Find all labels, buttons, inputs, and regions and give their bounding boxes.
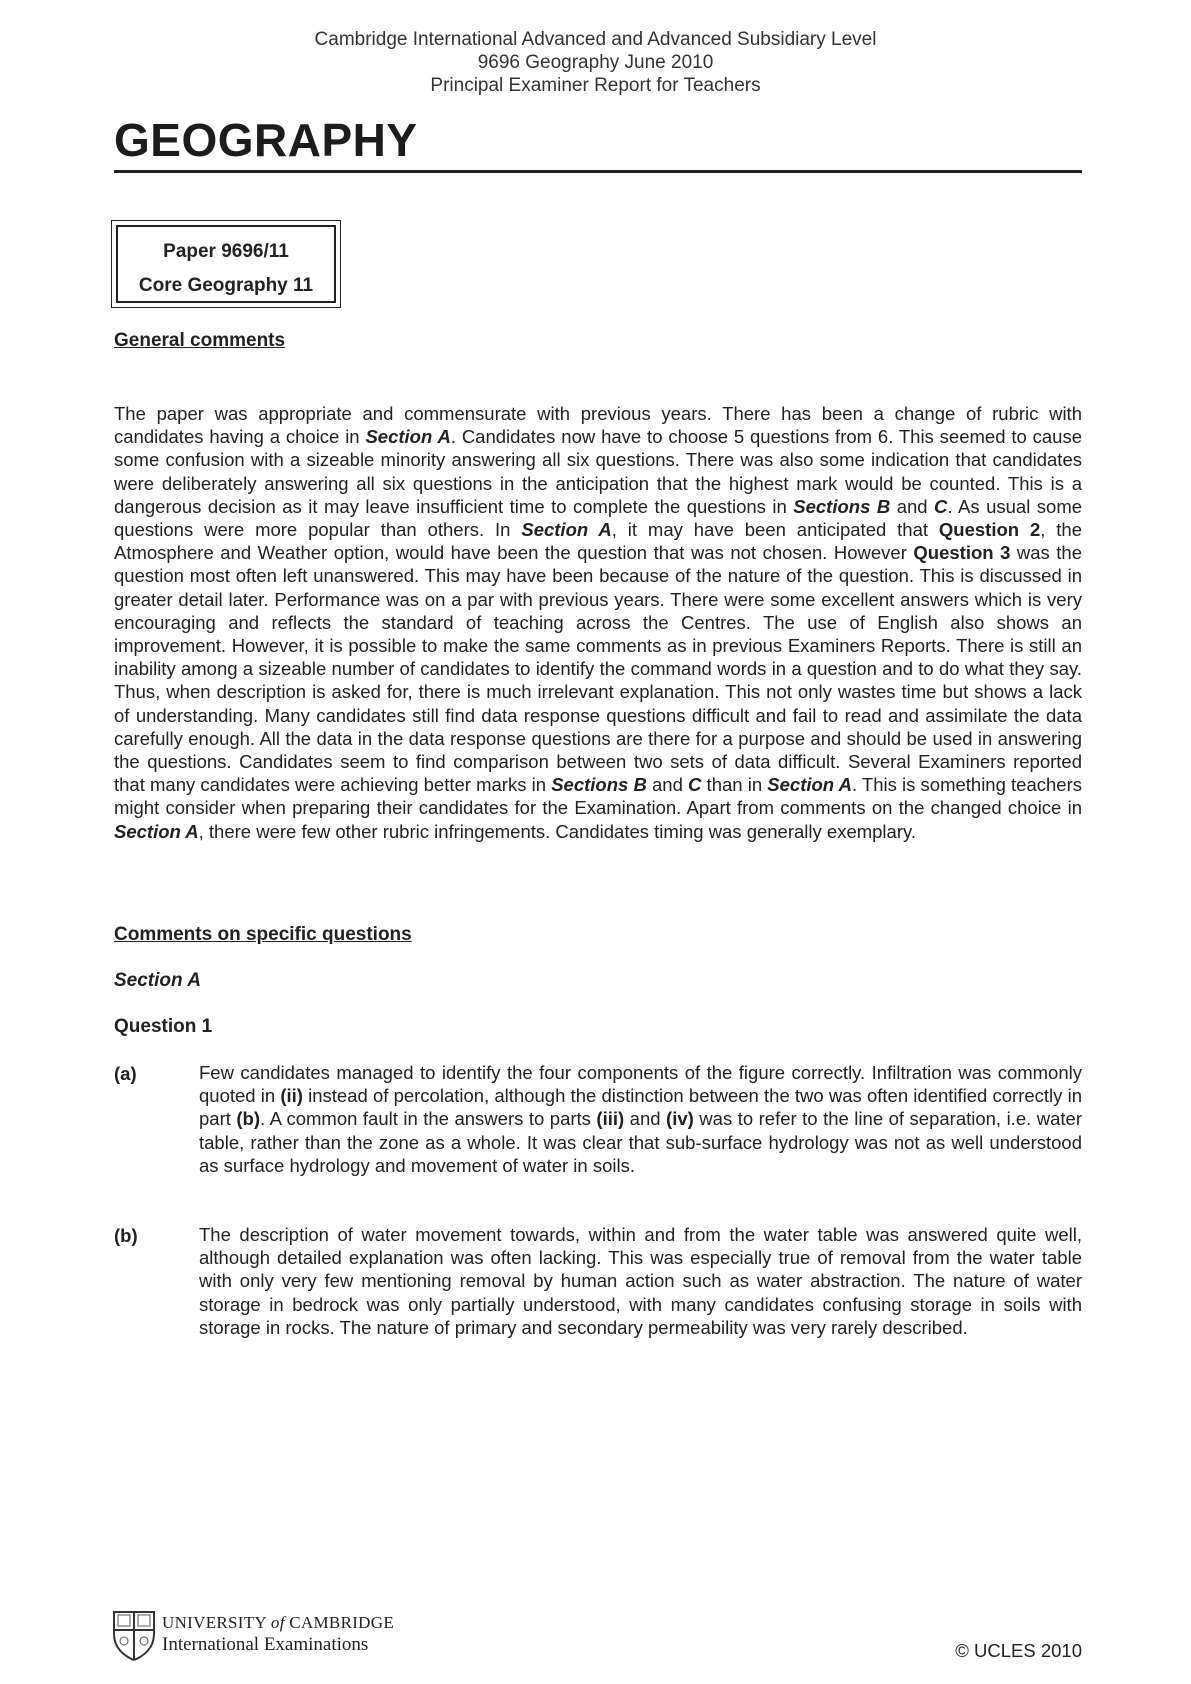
cambridge-crest-icon xyxy=(112,1610,156,1667)
header-line-syllabus: 9696 Geography June 2010 xyxy=(477,52,714,73)
bold-question-3: Question 3 xyxy=(913,542,1011,564)
text-run: , the Atmosphere and Weather option, would have been the question that was not chosen. However xyxy=(114,519,1083,564)
text-run: was to refer to the line of separation, i.e. water table, rather than the zone as a whole. It was clear that sub-surface hydrology was not as well understood as surface hydrology and movement of water in soils. xyxy=(199,1108,1082,1176)
emphasis-c: C xyxy=(688,774,702,796)
bold-ref-iv: (iv) xyxy=(666,1108,694,1130)
text-run: The paper was appropriate and commensurate with previous years. There has been a change of rubric with candidates having a choice in xyxy=(114,403,1082,448)
text-run: of xyxy=(270,1613,285,1632)
part-b-label: (b) xyxy=(114,1225,138,1246)
bold-ref-ii: (ii) xyxy=(280,1085,303,1107)
title-divider xyxy=(114,170,1082,173)
text-run: and xyxy=(646,774,689,796)
page-title: GEOGRAPHY xyxy=(114,114,418,166)
text-run: than in xyxy=(701,774,768,796)
text-run: , it may have been anticipated that xyxy=(611,519,939,541)
emphasis-sections-b: Sections B xyxy=(551,774,647,796)
specific-comments-heading: Comments on specific questions xyxy=(114,924,412,945)
text-run: . This is something teachers might consider when preparing their candidates for the Examination. Apart from comments on the changed choice in xyxy=(114,774,1082,819)
general-comments-heading: General comments xyxy=(114,330,286,351)
part-a-label: (a) xyxy=(114,1063,137,1084)
text-run: . Candidates now have to choose 5 questions from 6. This seemed to cause some confusion with a sizeable minority answering all six questions. There was also some indication that candidates were deliberately answering all six questions in the anticipation that the highest mark would be counted. This is a dangerous decision as it may leave insufficient time to complete the questions in xyxy=(114,426,1082,517)
university-name xyxy=(162,1612,394,1633)
emphasis-c: C xyxy=(934,495,948,517)
text-run: . A common fault in the answers to parts xyxy=(260,1108,597,1130)
text-run: CAMBRIDGE xyxy=(284,1613,395,1632)
paper-name: Core Geography 11 xyxy=(138,275,314,296)
bold-question-2: Question 2 xyxy=(938,519,1041,541)
emphasis-section-a: Section A xyxy=(767,774,852,796)
institution-wordmark xyxy=(162,1612,394,1656)
text-run: was the question most often left unanswered. This may have been because of the nature of the question. This is discussed in greater detail later. Performance was on a par with previous years. There were some excellent answers which is very encouraging and reflects the standard of teaching across the Centres. The use of English also shows an improvement. However, it is possible to make the same comments as in previous Examiners Reports. There is still an inability among a sizeable number of candidates to identify the command words in a question and to do what they say. Thus, when description is asked for, there is much irrelevant explanation. This not only wastes time but shows a lack of understanding. Many candidates still find data response questions difficult and fail to read and assimilate the data carefully enough. All the data in the data response questions are there for a purpose and should be used in answering the questions. Candidates seem to find comparison between two sets of data difficult. Several Examiners reported that many candidates were achieving better marks in xyxy=(114,542,1082,796)
emphasis-section-a: Section A xyxy=(365,426,451,448)
emphasis-sections-b: Sections B xyxy=(793,495,891,517)
part-b-paragraph: The description of water movement towards, within and from the water table was answered quite well, although detailed explanation was often lacking. This was especially true of removal from the water table with only very few mentioning removal by human action such as water abstraction. The nature of water storage in bedrock was only partially understood, with many candidates confusing storage in soils with storage in rocks. The nature of primary and secondary permeability was very rarely described. xyxy=(199,1224,1082,1338)
text-run: . As usual some questions were more popular than others. In xyxy=(114,495,1083,541)
text-run: instead of percolation, although the distinction between the two was often identified correctly in part xyxy=(199,1085,1082,1130)
paper-number: Paper 9696/11 xyxy=(163,241,289,262)
question-1-heading: Question 1 xyxy=(114,1016,213,1037)
general-comments-paragraph xyxy=(114,402,1082,843)
emphasis-section-a: Section A xyxy=(114,820,199,842)
bold-ref-b: (b) xyxy=(236,1108,261,1130)
paper-info-box-inner xyxy=(116,225,336,303)
text-run: and xyxy=(890,495,935,517)
header-line-qualification: Cambridge International Advanced and Advanced Subsidiary Level xyxy=(314,29,877,50)
bold-ref-iii: (iii) xyxy=(596,1108,625,1130)
examinations-name: International Examinations xyxy=(162,1634,369,1655)
text-run: UNIVERSITY xyxy=(162,1613,271,1632)
copyright-notice: © UCLES 2010 xyxy=(955,1640,1082,1661)
part-a-paragraph xyxy=(199,1061,1082,1177)
text-run: , there were few other rubric infringements. Candidates timing was generally exemplary. xyxy=(198,820,917,842)
report-header xyxy=(0,28,1191,97)
section-a-heading: Section A xyxy=(114,970,201,991)
emphasis-section-a: Section A xyxy=(521,519,612,541)
paper-info-box xyxy=(111,220,341,308)
text-run: Few candidates managed to identify the four components of the figure correctly. Infiltration was commonly quoted in xyxy=(199,1062,1082,1107)
header-line-report-type: Principal Examiner Report for Teachers xyxy=(430,75,761,96)
text-run: and xyxy=(624,1108,667,1130)
